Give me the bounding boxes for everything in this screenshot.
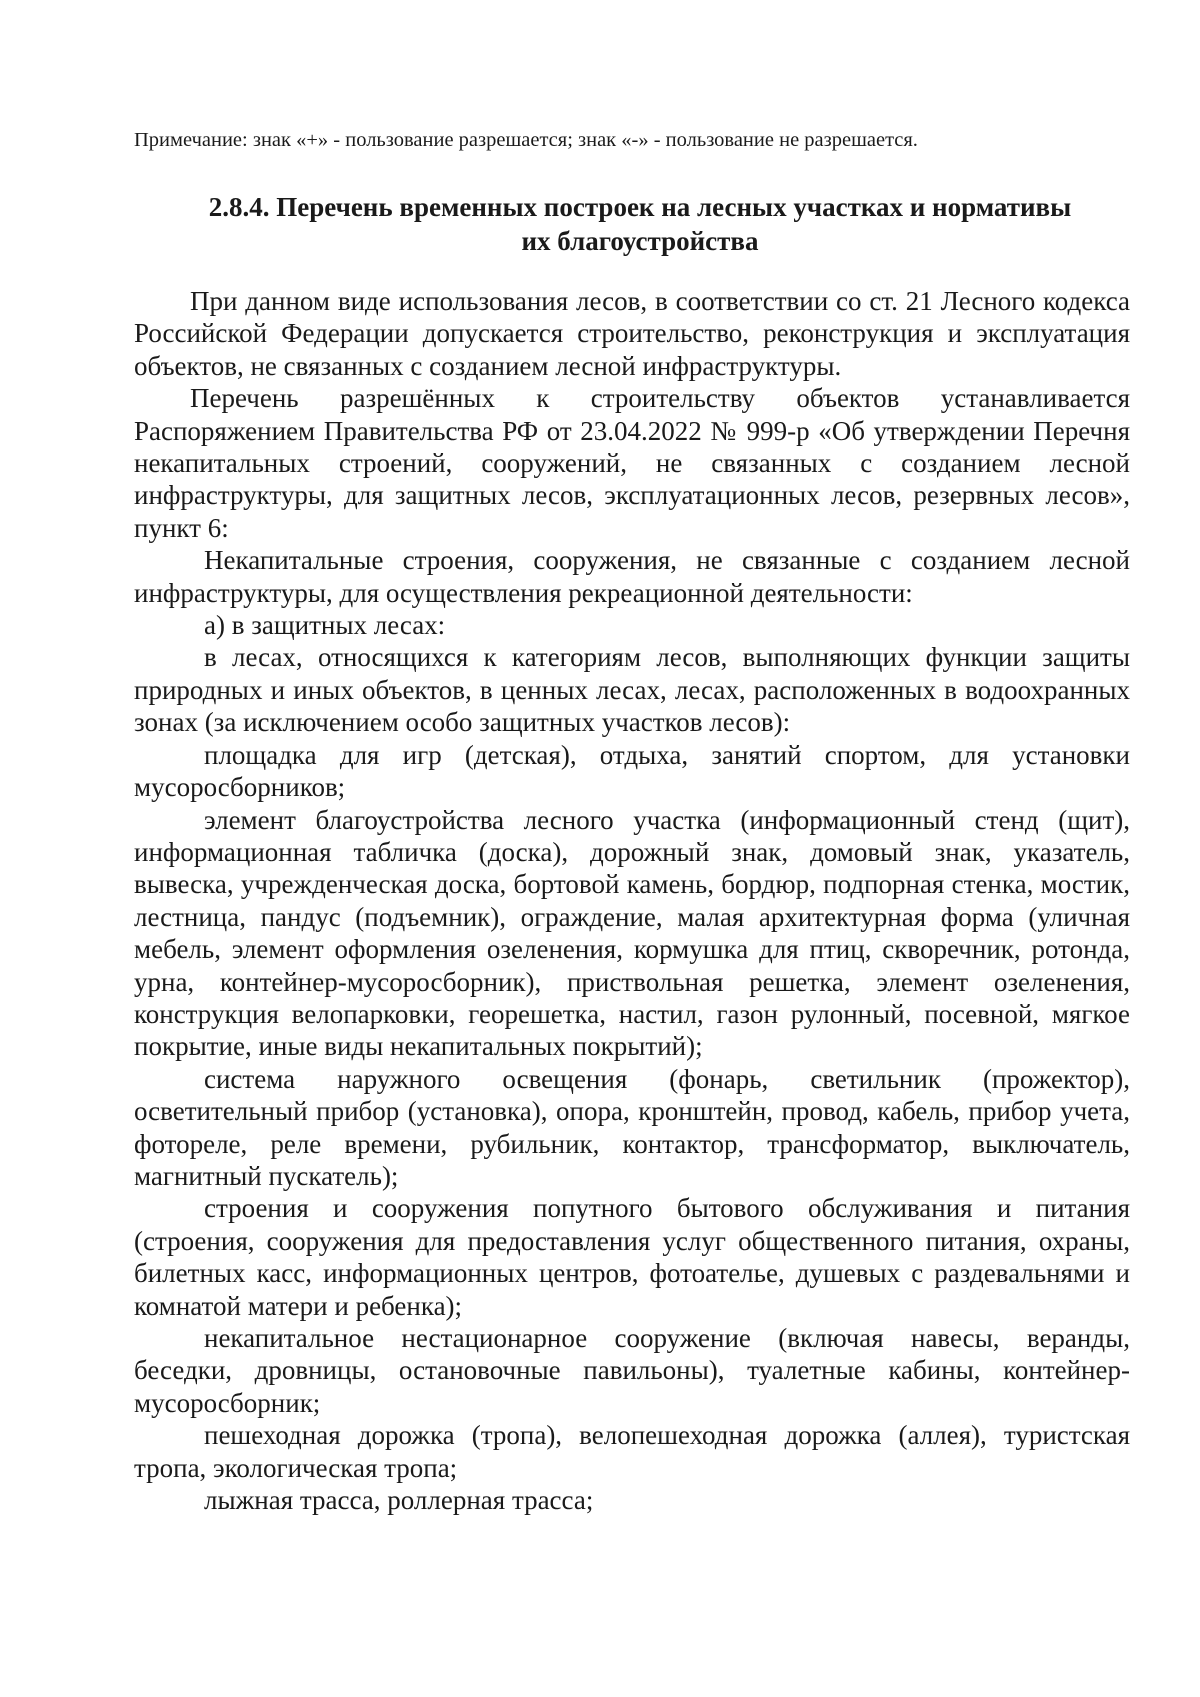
- body-text: [134, 285, 1130, 1516]
- section-heading-line-2: их благоустройства: [521, 226, 759, 256]
- paragraph-protective-forests: а) в защитных лесах:: [204, 610, 446, 641]
- list-item-landscaping-elements: элемент благоустройства лесного участка (информационный стенд (щит), информационная табличка (доска), дорожный знак, домовый знак, указатель, вывеска, учрежденческая доска, бортовой камень, бордюр, подпорная стенка, мостик, лестница, пандус (подъемник), ограждение, малая архитектурная форма (уличная мебель, элемент оформления озеленения, кормушка для птиц, скворечник, ротонда, урна, контейнер-мусоросборник), приствольная решетка, элемент озеленения, конструкция велопарковки, георешетка, настил, газон рулонный, посевной, мягкое покрытие, иные виды некапитальных покрытий);: [134, 804, 1130, 1062]
- paragraph-list-basis: Перечень разрешённых к строительству объектов устанавливается Распоряжением Правительства РФ от 23.04.2022 № 999-р «Об утверждении Перечня некапитальных строений, сооружений, не связанных с созданием лесной инфраструктуры, для защитных лесов, эксплуатационных лесов, резервных лесов», пункт 6:: [134, 383, 1130, 543]
- list-item-outdoor-lighting: система наружного освещения (фонарь, светильник (прожектор), осветительный прибор (установка), опора, кронштейн, провод, кабель, прибор учета, фотореле, реле времени, рубильник, контактор, трансформатор, выключатель, магнитный пускатель);: [134, 1063, 1130, 1191]
- list-item-paths: пешеходная дорожка (тропа), велопешеходная дорожка (аллея), туристская тропа, экологическая тропа;: [134, 1420, 1130, 1483]
- paragraph-intro: При данном виде использования лесов, в соответствии со ст. 21 Лесного кодекса Российской Федерации допускается строительство, реконструкция и эксплуатация объектов, не связанных с созданием лесной инфраструктуры.: [134, 286, 1130, 381]
- list-item-service-structures: строения и сооружения попутного бытового обслуживания и питания (строения, сооружения для предоставления услуг общественного питания, охраны, билетных касс, информационных центров, фотоателье, душевых с раздевальнями и комнатой матери и ребенка);: [134, 1193, 1130, 1321]
- list-item-nonstationary-structures: некапитальное нестационарное сооружение (включая навесы, веранды, беседки, дровницы, остановочные павильоны), туалетные кабины, контейнер-мусоросборник;: [134, 1323, 1130, 1418]
- list-item-playground: площадка для игр (детская), отдыха, занятий спортом, для установки мусоросборников;: [134, 739, 1130, 803]
- list-item-ski-tracks: лыжная трасса, роллерная трасса;: [204, 1485, 594, 1516]
- paragraph-nonpermanent-structures: Некапитальные строения, сооружения, не связанные с созданием лесной инфраструктуры, для осуществления рекреационной деятельности:: [134, 545, 1130, 608]
- note-text: Примечание: знак «+» - пользование разрешается; знак «-» - пользование не разрешается.: [134, 129, 918, 151]
- section-heading: [180, 190, 1100, 258]
- paragraph-forest-categories: в лесах, относящихся к категориям лесов, выполняющих функции защиты природных и иных объектов, в ценных лесах, лесах, расположенных в водоохранных зонах (за исключением особо защитных участков лесов):: [134, 642, 1130, 738]
- section-heading-line-1: 2.8.4. Перечень временных построек на лесных участках и нормативы: [208, 192, 1072, 222]
